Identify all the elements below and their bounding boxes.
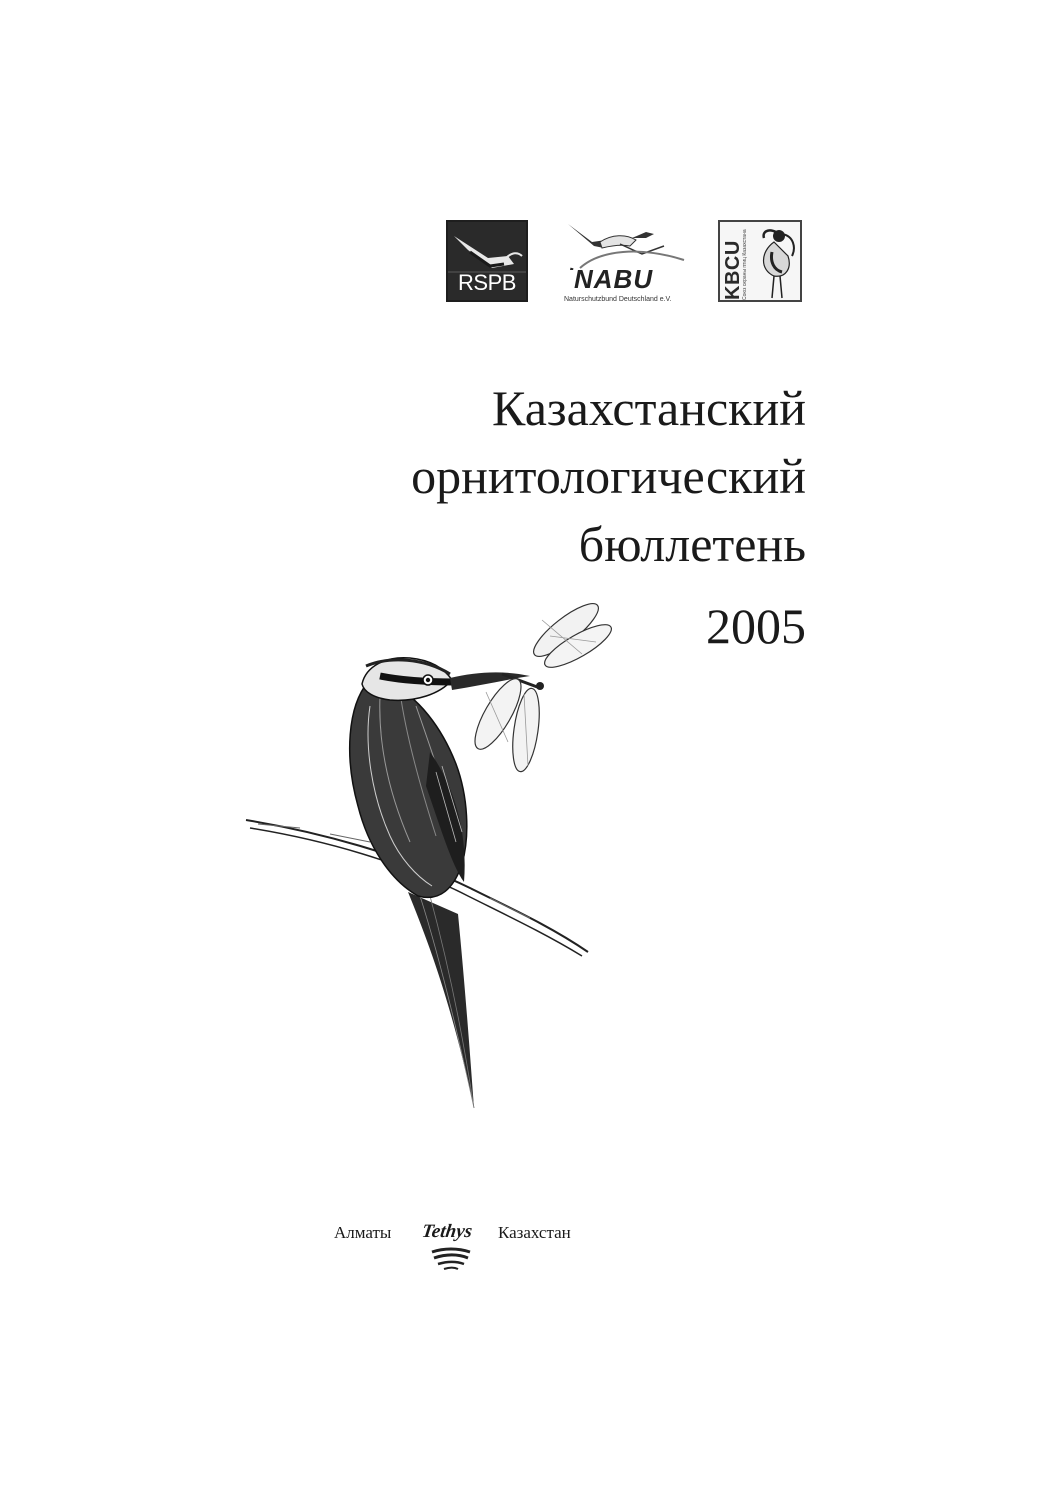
bird-tail <box>408 892 474 1108</box>
title-line-1: Казахстанский <box>492 380 806 436</box>
rspb-logo <box>446 220 528 302</box>
rspb-logo-text: RSPB <box>458 270 516 295</box>
publisher-logo-text: Tethys <box>420 1221 474 1242</box>
kbcu-logo-subtitle: Союз охраны птиц Казахстана <box>742 229 748 300</box>
imprint-city: Алматы <box>334 1223 392 1242</box>
title-line-2: орнитологический <box>411 448 806 504</box>
kbcu-logo <box>718 220 802 302</box>
wave-icon <box>418 1216 484 1274</box>
dragonfly-drawing <box>467 596 617 773</box>
publisher-logo <box>418 1216 484 1274</box>
nabu-logo-text: NABU <box>574 264 654 294</box>
publication-year: 2005 <box>706 598 806 654</box>
kbcu-logo-text: KBCU <box>722 240 744 300</box>
nabu-logo-subtitle: Naturschutzbund Deutschland e.V. <box>564 296 672 303</box>
bird-body <box>350 682 467 897</box>
imprint <box>334 1216 594 1276</box>
nabu-logo <box>560 220 688 302</box>
page-title <box>411 374 806 578</box>
imprint-country: Казахстан <box>498 1223 571 1242</box>
ibisbill-icon <box>746 222 800 300</box>
bee-eater-illustration <box>240 596 620 1116</box>
stork-icon <box>560 220 688 270</box>
title-line-3: бюллетень <box>578 516 806 572</box>
